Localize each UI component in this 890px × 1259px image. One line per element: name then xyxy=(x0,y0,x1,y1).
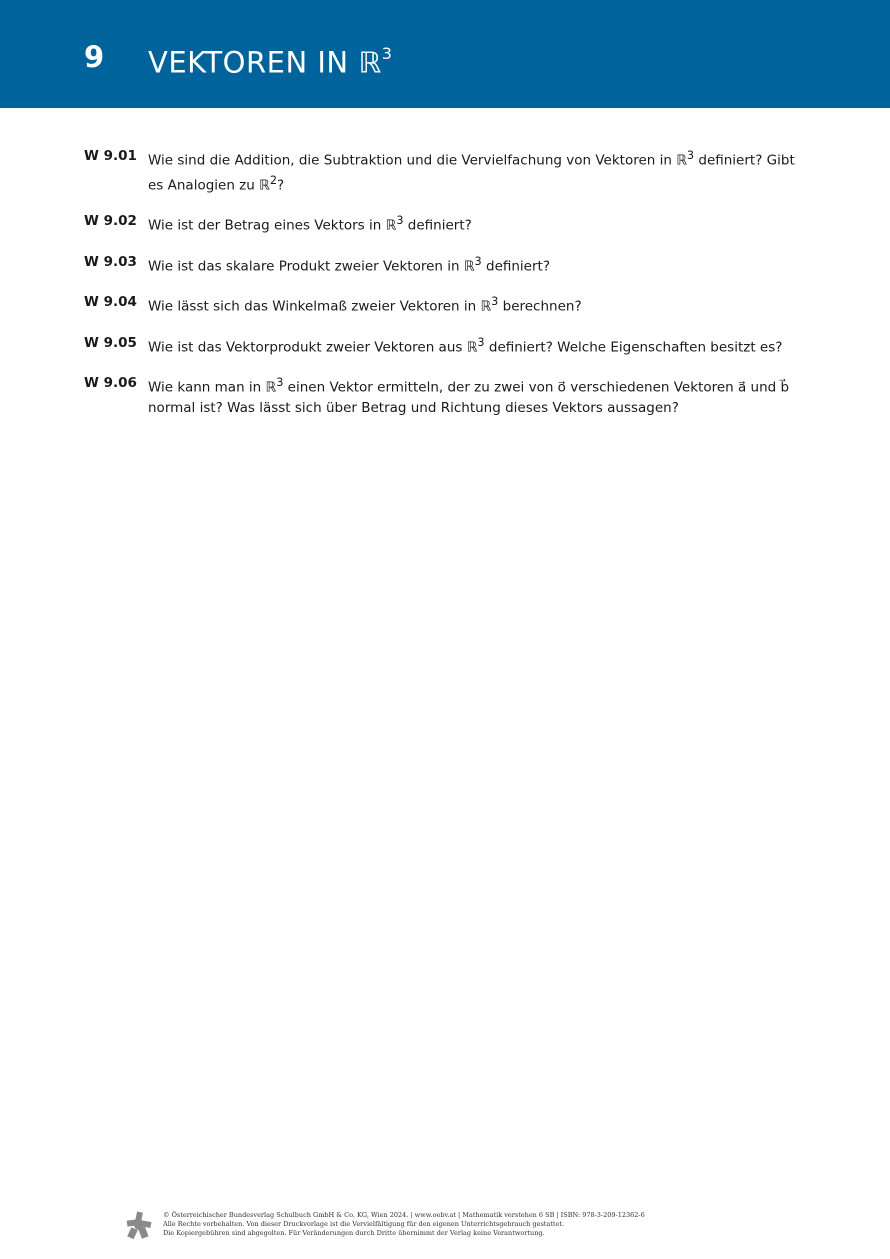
question-item xyxy=(84,251,804,277)
question-text: Wie lässt sich das Winkelmaß zweier Vektoren in ℝ$^3$ berechnen? xyxy=(148,295,582,315)
page-footer xyxy=(126,1211,826,1241)
question-item xyxy=(84,291,804,317)
question-item xyxy=(84,372,804,418)
question-id: W 9.04 xyxy=(84,294,137,310)
question-list xyxy=(84,145,804,433)
question-text: Wie sind die Addition, die Subtraktion und die Vervielfachung von Vektoren in ℝ$^3$ definiert? Gibt es Analogien zu ℝ$^2$? xyxy=(148,149,795,193)
oebv-logo-icon xyxy=(126,1211,152,1239)
question-id: W 9.01 xyxy=(84,148,137,164)
question-text: Wie ist das Vektorprodukt zweier Vektoren aus ℝ$^3$ definiert? Welche Eigenschaften besitzt es? xyxy=(148,335,783,355)
oebv-logo-shape xyxy=(127,1211,152,1239)
question-id: W 9.05 xyxy=(84,334,137,351)
chapter-title-text: VEKTOREN IN ℝ xyxy=(148,45,382,80)
footer-line-rights: Alle Rechte vorbehalten. Von dieser Druckvorlage ist die Vervielfältigung für den eigenen Unterrichtsgebrauch gestattet. xyxy=(163,1220,565,1228)
question-id: W 9.03 xyxy=(84,253,137,270)
chapter-header xyxy=(0,0,890,108)
footer-line-copyright: © Österreichischer Bundesverlag Schulbuch GmbH & Co. KG, Wien 2024. | www.oebv.at | Mathematik verstehen 6 SB | ISBN: 978-3-209-12362-6 xyxy=(163,1211,645,1219)
question-item xyxy=(84,210,804,236)
chapter-number: 9 xyxy=(84,40,105,74)
question-text: Wie ist das skalare Produkt zweier Vektoren in ℝ$^3$ definiert? xyxy=(148,254,550,274)
footer-line-disclaimer: Die Kopiergebühren sind abgegolten. Für Veränderungen durch Dritte übernimmt der Verlag keine Verantwortung. xyxy=(163,1229,545,1237)
question-id: W 9.06 xyxy=(84,375,137,391)
question-item xyxy=(84,332,804,358)
chapter-title-superscript: 3 xyxy=(381,44,393,63)
chapter-title xyxy=(148,37,392,83)
question-item xyxy=(84,145,804,195)
footer-text xyxy=(163,1211,645,1238)
question-id: W 9.02 xyxy=(84,213,137,229)
question-text: Wie ist der Betrag eines Vektors in ℝ$^3$ definiert? xyxy=(148,214,472,234)
question-text: Wie kann man in ℝ$^3$ einen Vektor ermitteln, der zu zwei von o⃗ verschiedenen Vektoren a⃗ und b⃗ normal ist? Was lässt sich über Betrag und Richtung dieses Vektors aussagen? xyxy=(148,376,790,416)
